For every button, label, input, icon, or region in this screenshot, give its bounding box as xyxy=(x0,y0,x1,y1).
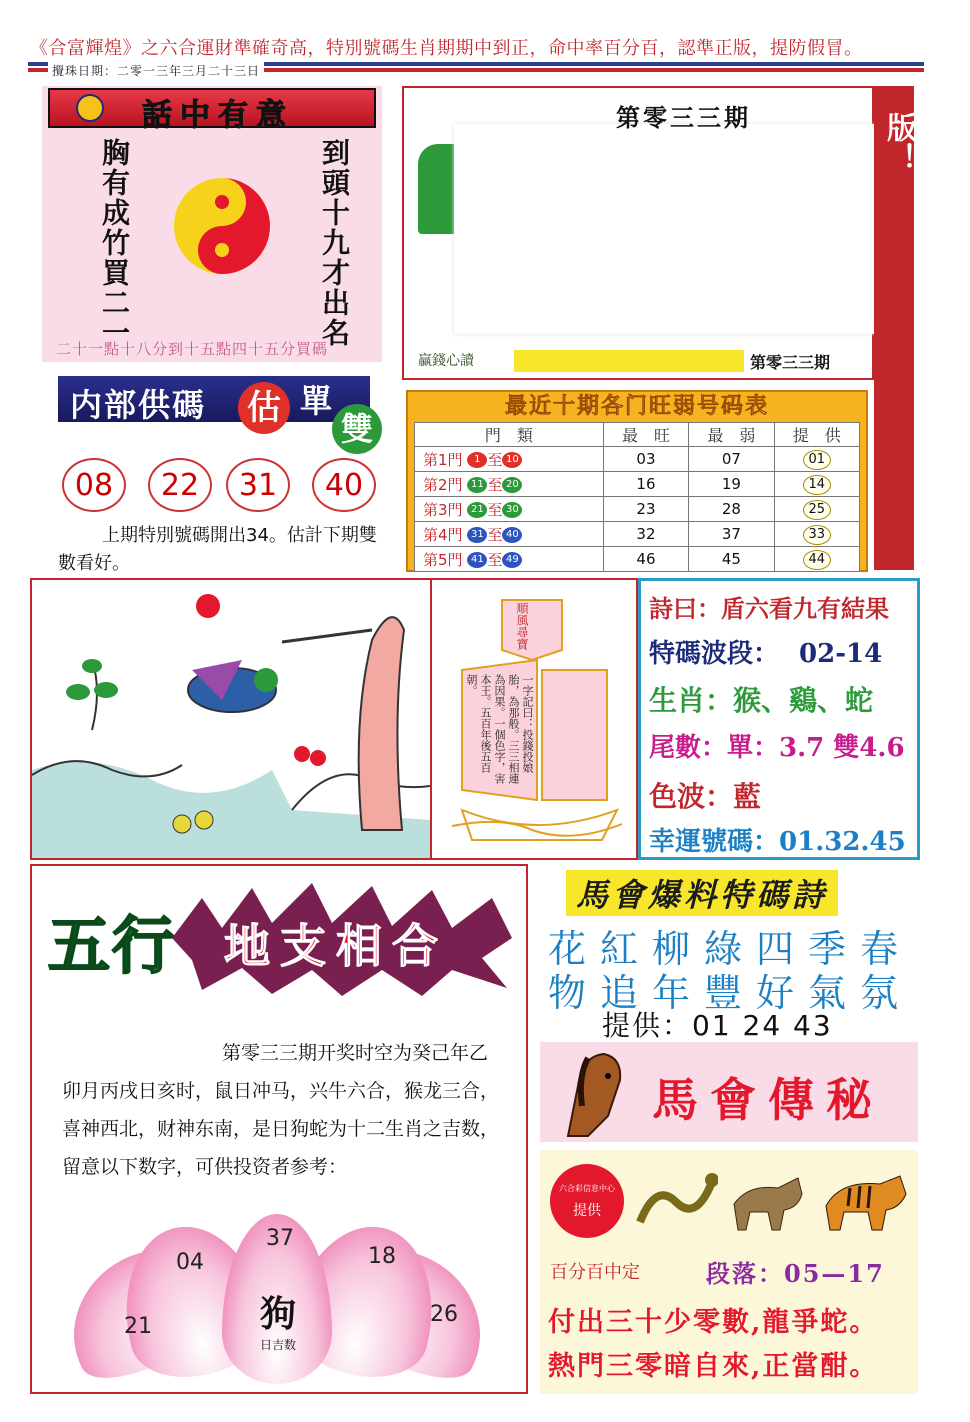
single-badge: 單 xyxy=(300,382,333,420)
rank-max-cell: 32 xyxy=(603,522,688,547)
info-center-stamp xyxy=(550,1164,624,1238)
promo-period: 第零三三期 xyxy=(616,103,751,132)
rank-pick-value: 25 xyxy=(803,500,831,520)
rank-table-title: 最近十期各门旺弱号码表 xyxy=(504,394,769,419)
rank-max-cell: 46 xyxy=(603,547,688,572)
promo-bottom-period: 第零三三期 xyxy=(750,353,831,372)
color-wave-value: 藍 xyxy=(733,780,762,813)
door-from-ball: 11 xyxy=(467,477,487,493)
internal-number: 08 xyxy=(62,458,126,512)
wuxing-panel xyxy=(30,864,528,1394)
promo-bottom-label: 贏錢心讀 xyxy=(418,353,474,369)
promo-panel xyxy=(402,86,874,380)
rank-max-cell: 03 xyxy=(603,447,688,472)
door-to-ball: 49 xyxy=(502,552,522,568)
rank-min-cell: 07 xyxy=(689,447,774,472)
rank-door-cell xyxy=(415,447,604,472)
internal-code-title: 内部供碼 xyxy=(70,386,207,424)
poem-box-line2 xyxy=(649,633,882,670)
lucky-value: 01.32.45 xyxy=(779,827,906,857)
rank-col-header: 最 弱 xyxy=(689,423,774,447)
logo-icon xyxy=(76,94,104,122)
door-connector: 至 xyxy=(487,500,503,519)
sure-label: 百分百中定 xyxy=(550,1262,640,1283)
door-name: 第1門 xyxy=(423,450,463,469)
tail-value: 單：3.7 雙4.6 xyxy=(727,733,905,763)
segment-value: 段落：05—17 xyxy=(706,1259,885,1288)
door-connector: 至 xyxy=(487,450,503,469)
promo-side-text: 六合權威：《合富輝煌》强势出版！ xyxy=(881,112,960,546)
horse-secret-panel xyxy=(540,1150,918,1394)
door-name: 第2門 xyxy=(423,475,463,494)
door-name: 第4門 xyxy=(423,525,463,544)
rank-col-header: 門 類 xyxy=(415,423,604,447)
stamp-center: 提供 xyxy=(573,1202,601,1219)
rank-pick-cell xyxy=(774,472,859,497)
lotus-center-sub: 日吉数 xyxy=(260,1338,297,1352)
rank-row xyxy=(415,447,860,472)
internal-number: 22 xyxy=(148,458,212,512)
hua-zhong-footer: 二十一點十八分到十五點四十五分買碼 xyxy=(56,340,329,358)
sail-flag: 順風尋寶 xyxy=(515,602,529,650)
rank-min-cell: 37 xyxy=(689,522,774,547)
wuxing-text: 第零三三期开奖时空为癸己年乙卯月丙戌日亥时，鼠日冲马，兴牛六合，猴龙三合，喜神西北，财神东南，是日狗蛇为十二生肖之吉数，留意以下数字，可供投资者参考： xyxy=(62,1042,500,1178)
tail-label: 尾數： xyxy=(649,733,728,763)
rank-pick-value: 14 xyxy=(803,475,831,495)
lotus-number: 04 xyxy=(176,1250,204,1275)
color-wave-label: 色波： xyxy=(649,780,734,813)
bird-illustration-panel xyxy=(30,578,432,860)
wuxing-title-b: 地支相合 xyxy=(224,919,448,973)
rank-pick-cell xyxy=(774,547,859,572)
rank-pick-cell xyxy=(774,522,859,547)
yin-yang-icon xyxy=(172,176,272,276)
rank-row xyxy=(415,497,860,522)
wave-segment-value: 02-14 xyxy=(799,639,883,669)
horse-secret-banner xyxy=(540,1042,918,1142)
horse-secret-line1: 付出三十少零數,龍爭蛇。 xyxy=(548,1307,879,1338)
poem-box-line6 xyxy=(649,821,906,858)
poem-box-line4 xyxy=(649,727,905,764)
estimate-badge: 估 xyxy=(238,382,290,434)
poem-box-line5 xyxy=(649,775,761,815)
promo-white-block xyxy=(454,124,874,334)
horse-poem-line2: 物追年豐好氣氛 xyxy=(548,971,913,1015)
hua-zhong-banner xyxy=(48,88,376,133)
horse-secret-line2: 熱門三零暗自來,正當酣。 xyxy=(548,1351,879,1382)
rank-door-cell xyxy=(415,522,604,547)
door-from-ball: 21 xyxy=(467,502,487,518)
rank-row xyxy=(415,547,860,572)
tiger-icon xyxy=(820,1162,910,1234)
horse-poem-provide: 提供：01 24 43 xyxy=(602,1009,833,1042)
door-connector: 至 xyxy=(487,475,503,494)
double-badge: 雙 xyxy=(332,404,382,454)
lucky-label: 幸運號碼： xyxy=(649,827,780,857)
lotus-center-char: 狗 xyxy=(260,1293,297,1335)
hua-zhong-panel xyxy=(42,86,382,362)
rank-table-panel xyxy=(406,390,868,572)
door-to-ball: 30 xyxy=(502,502,522,518)
sail-poem: 一字記曰：投錢投娘胎，為那般。三三相連為因果。一個色字，害本王。五百年後五百朝。 xyxy=(465,674,534,784)
hua-zhong-right-verse: 到頭十九才出名 xyxy=(318,138,351,348)
rank-min-cell: 45 xyxy=(689,547,774,572)
lotus-number: 21 xyxy=(124,1314,152,1339)
rank-col-header: 最 旺 xyxy=(603,423,688,447)
door-from-ball: 1 xyxy=(467,452,487,468)
promo-yellow-bar xyxy=(514,350,744,372)
door-to-ball: 20 xyxy=(502,477,522,493)
horse-secret-title: 馬會傳秘 xyxy=(652,1073,884,1127)
door-from-ball: 31 xyxy=(467,527,487,543)
rank-max-cell: 23 xyxy=(603,497,688,522)
rank-door-cell xyxy=(415,472,604,497)
door-from-ball: 41 xyxy=(467,552,487,568)
door-name: 第3門 xyxy=(423,500,463,519)
zodiac-value: 猴、鷄、蛇 xyxy=(733,684,874,717)
horse-poem-line1: 花紅柳綠四季春 xyxy=(548,927,913,971)
horse-head-icon xyxy=(548,1046,628,1138)
rank-row xyxy=(415,522,860,547)
rank-door-cell xyxy=(415,547,604,572)
lotus-number: 37 xyxy=(266,1226,294,1251)
rank-col-header: 提 供 xyxy=(774,423,859,447)
promo-side-banner xyxy=(874,86,960,570)
internal-number: 40 xyxy=(312,458,376,512)
sail-panel xyxy=(432,578,638,860)
poem-box xyxy=(638,578,920,860)
wave-segment-label: 特碼波段： xyxy=(649,639,780,669)
rank-row xyxy=(415,472,860,497)
rank-pick-cell xyxy=(774,447,859,472)
rank-door-cell xyxy=(415,497,604,522)
internal-code-note: 上期特別號碼開出34。估計下期雙數看好。 xyxy=(58,525,377,574)
lotus-number: 26 xyxy=(430,1302,458,1327)
lotus-number: 18 xyxy=(368,1244,396,1269)
rank-max-cell: 16 xyxy=(603,472,688,497)
rank-table xyxy=(414,422,860,572)
dragon-icon xyxy=(636,1162,718,1238)
door-connector: 至 xyxy=(487,550,503,569)
door-name: 第5門 xyxy=(423,550,463,569)
door-to-ball: 40 xyxy=(502,527,522,543)
rank-min-cell: 28 xyxy=(689,497,774,522)
zodiac-label: 生肖： xyxy=(649,684,734,717)
hua-zhong-left-verse: 胸有成竹買二一 xyxy=(98,138,131,348)
bird-scene-art xyxy=(32,580,430,858)
header-date: 攪珠日期：二零一三年三月二十三日 xyxy=(48,62,264,79)
door-connector: 至 xyxy=(487,525,503,544)
rank-pick-value: 33 xyxy=(803,525,831,545)
internal-number: 31 xyxy=(226,458,290,512)
rank-pick-value: 01 xyxy=(803,450,831,470)
poem-box-line3 xyxy=(649,679,873,719)
poem-box-line1: 詩曰：盾六看九有結果 xyxy=(649,594,889,623)
horse-poem-title: 馬會爆料特碼詩 xyxy=(566,870,838,916)
door-to-ball: 10 xyxy=(502,452,522,468)
rank-min-cell: 19 xyxy=(689,472,774,497)
wolf-icon xyxy=(728,1164,810,1234)
hua-zhong-title: 話中有意 xyxy=(142,98,294,133)
header-slogan: 《合富輝煌》之六合運財準確奇高，特別號碼生肖期期中到正，命中率百分百，認準正版，提防假冒。 xyxy=(30,38,863,59)
rank-pick-cell xyxy=(774,497,859,522)
stamp-text: 六合彩信息中心 xyxy=(559,1183,615,1193)
rank-pick-value: 44 xyxy=(803,550,831,570)
wuxing-title-a: 五行 xyxy=(48,909,177,982)
